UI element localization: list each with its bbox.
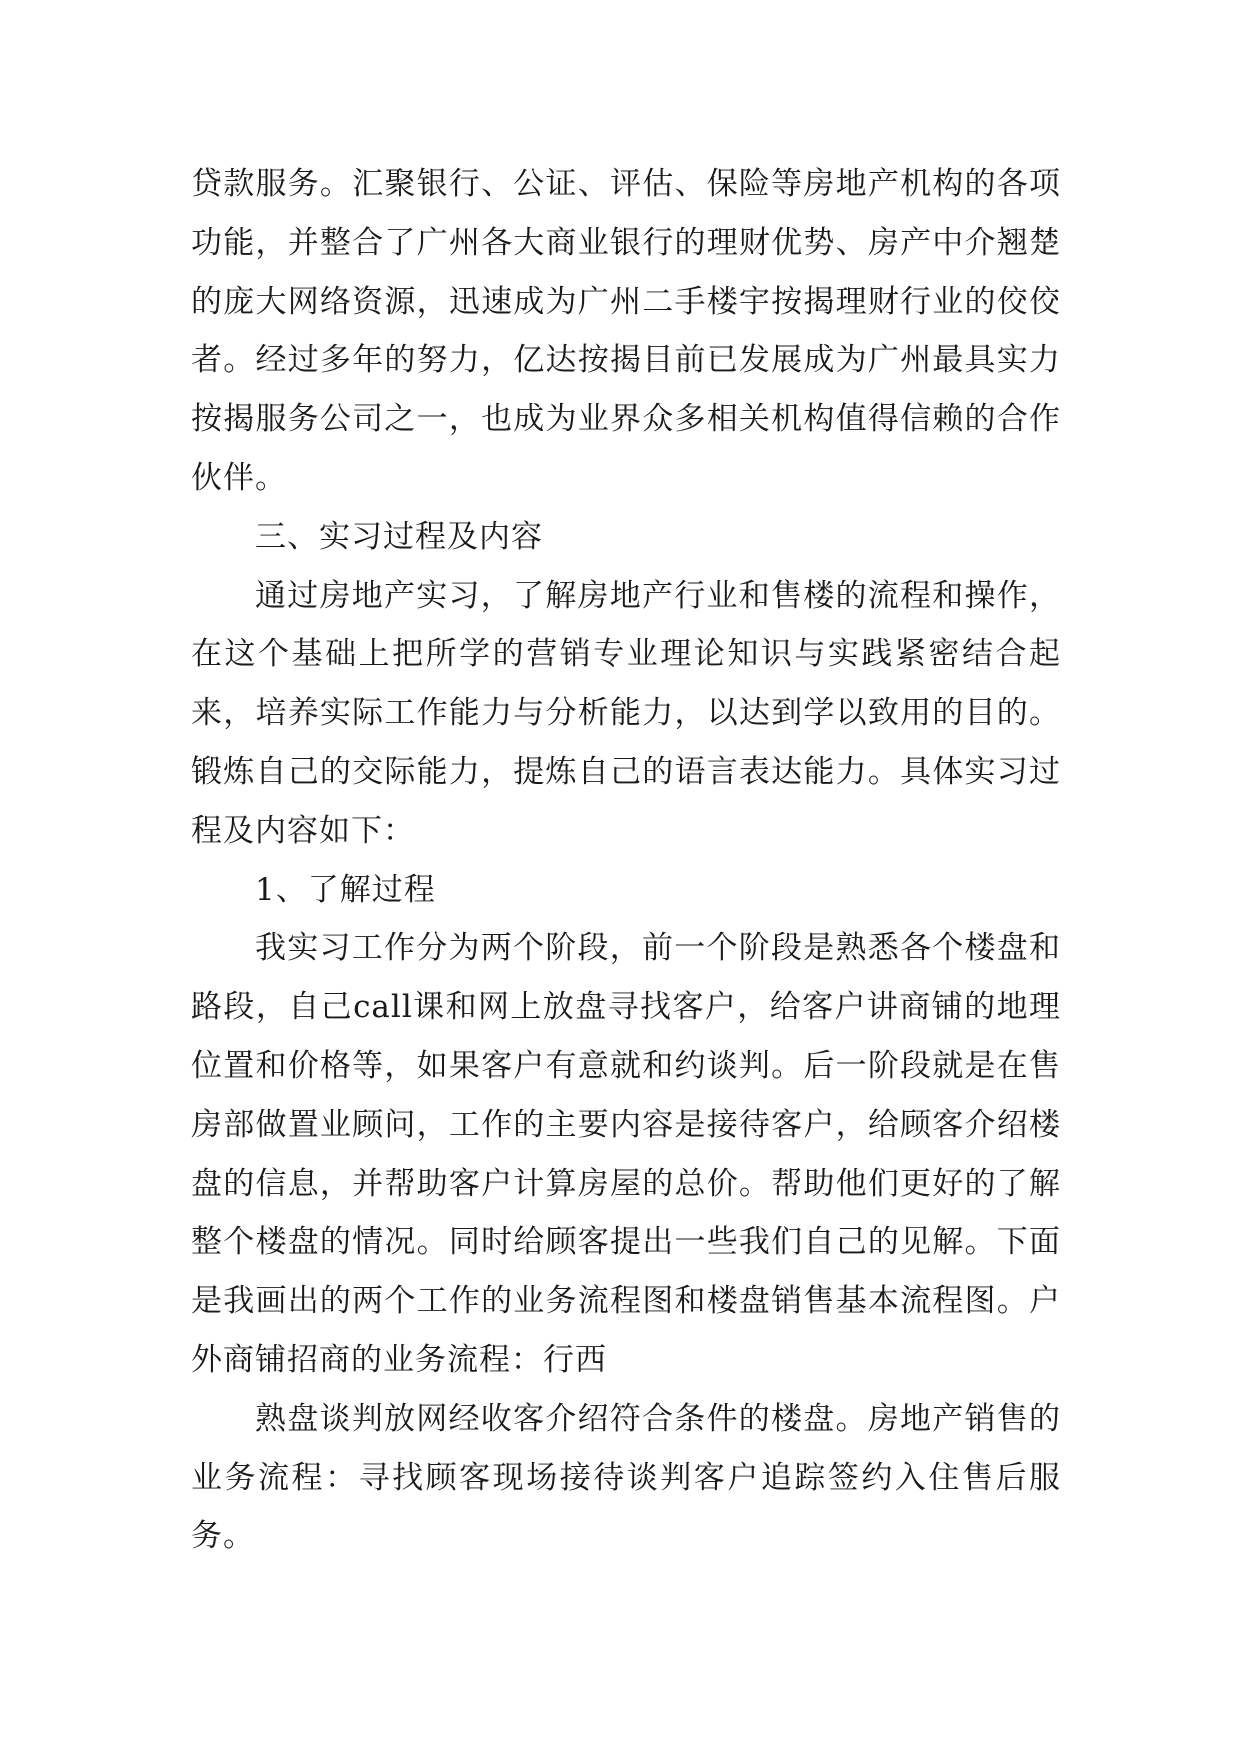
paragraph-internship-purpose: 通过房地产实习，了解房地产行业和售楼的流程和操作，在这个基础上把所学的营销专业理论知识与实践紧密结合起来，培养实际工作能力与分析能力，以达到学以致用的目的。锻炼自己的交际能力，提炼自己的语言表达能力。具体实习过程及内容如下： [191, 577, 1061, 849]
document-body [191, 155, 1061, 1566]
subheading-understanding-process: 1、了解过程 [255, 871, 436, 908]
section-heading-internship-process: 三、实习过程及内容 [255, 518, 543, 555]
paragraph-work-stages: 我实习工作分为两个阶段，前一个阶段是熟悉各个楼盘和路段，自己call课和网上放盘寻找客户，给客户讲商铺的地理位置和价格等，如果客户有意就和约谈判。后一阶段就是在售房部做置业顾问，工作的主要内容是接待客户，给顾客介绍楼盘的信息，并帮助客户计算房屋的总价。帮助他们更好的了解整个楼盘的情况。同时给顾客提出一些我们自己的见解。下面是我画出的两个工作的业务流程图和楼盘销售基本流程图。户外商铺招商的业务流程：行西 [191, 930, 1061, 1378]
paragraph-company-intro-continued: 贷款服务。汇聚银行、公证、评估、保险等房地产机构的各项功能，并整合了广州各大商业银行的理财优势、房产中介翘楚的庞大网络资源，迅速成为广州二手楼宇按揭理财行业的佼佼者。经过多年的努力，亿达按揭目前已发展成为广州最具实力按揭服务公司之一，也成为业界众多相关机构值得信赖的合作伙伴。 [191, 166, 1061, 496]
paragraph-business-flow: 熟盘谈判放网经收客介绍符合条件的楼盘。房地产销售的业务流程：寻找顾客现场接待谈判客户追踪签约入住售后服务。 [191, 1400, 1061, 1555]
